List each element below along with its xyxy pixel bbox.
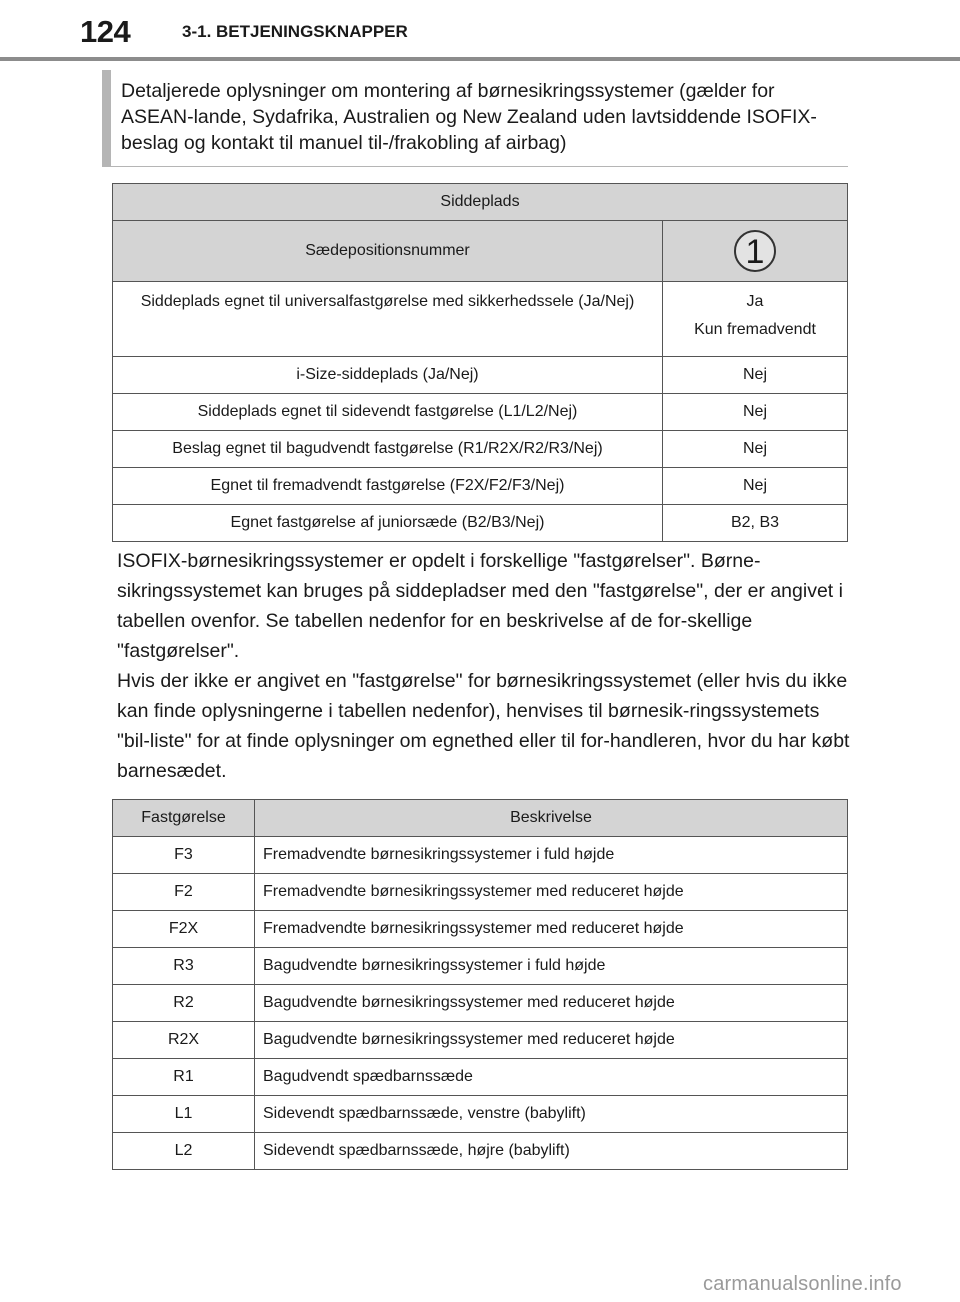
table-row: [113, 1133, 848, 1170]
table-row: [113, 1096, 848, 1133]
seat-table-title: Siddeplads: [113, 184, 848, 221]
fixture-description: Fremadvendte børnesikringssystemer med reduceret højde: [255, 911, 848, 948]
section-title: 3-1. BETJENINGSKNAPPER: [182, 22, 408, 41]
column-header-fixture: Fastgørelse: [113, 800, 255, 837]
row-value-note: Kun fremadvendt: [694, 321, 816, 338]
fixture-code: R2: [113, 985, 255, 1022]
seat-number-circle: 1: [734, 230, 776, 272]
table-row: [113, 394, 848, 431]
page-number: 124: [80, 14, 131, 49]
fixture-description: Fremadvendte børnesikringssystemer i fuld højde: [255, 837, 848, 874]
page-header: [0, 0, 960, 62]
row-value: Nej: [663, 394, 848, 431]
fixture-description: Bagudvendte børnesikringssystemer med reduceret højde: [255, 1022, 848, 1059]
table-row: [113, 1059, 848, 1096]
fixture-description: Bagudvendt spædbarnssæde: [255, 1059, 848, 1096]
fixture-description: Fremadvendte børnesikringssystemer med reduceret højde: [255, 874, 848, 911]
fixture-code: R2X: [113, 1022, 255, 1059]
table-row: [113, 874, 848, 911]
row-value: Nej: [663, 468, 848, 505]
header-divider: [0, 57, 960, 61]
row-value: Nej: [663, 357, 848, 394]
row-value: B2, B3: [663, 505, 848, 542]
row-value: Nej: [663, 431, 848, 468]
table-row: [113, 837, 848, 874]
seat-position-label: Sædepositionsnummer: [113, 221, 663, 282]
row-label: Siddeplads egnet til sidevendt fastgørelse (L1/L2/Nej): [113, 394, 663, 431]
column-header-description: Beskrivelse: [255, 800, 848, 837]
seat-position-table: [112, 183, 848, 542]
fixture-code: F2X: [113, 911, 255, 948]
table-row: [113, 985, 848, 1022]
info-box: Detaljerede oplysninger om montering af børnesikringssystemer (gælder for ASEAN-lande, Sydafrika, Australien og New Zealand uden lavtsiddende ISOFIX-beslag og kontakt til manuel til-/frakobling af airbag): [102, 70, 848, 167]
table-header-row: [113, 184, 848, 221]
paragraph: Hvis der ikke er angivet en "fastgørelse" for børnesikringssystemet (eller hvis du ikke kan finde oplysningerne i tabellen nedenfor), henvises til børnesik-ringssystemets "bil-liste" for at finde oplysninger om egnethed eller til for-handleren, hvor du har købt barnesædet.: [117, 670, 850, 782]
table-row: [113, 431, 848, 468]
fixture-description: Bagudvendte børnesikringssystemer med reduceret højde: [255, 985, 848, 1022]
fixture-code: R3: [113, 948, 255, 985]
fixture-code: L2: [113, 1133, 255, 1170]
fixture-description: Sidevendt spædbarnssæde, venstre (babylift): [255, 1096, 848, 1133]
fixture-description-table: [112, 799, 848, 1170]
fixture-description: Sidevendt spædbarnssæde, højre (babylift): [255, 1133, 848, 1170]
table-row: [113, 948, 848, 985]
table-row: [113, 282, 848, 357]
seat-position-cell: [663, 221, 848, 282]
table-header-row: [113, 221, 848, 282]
paragraph: ISOFIX-børnesikringssystemer er opdelt i forskellige "fastgørelser". Børne-sikringssystemet kan bruges på siddepladser med den "fastgørelse", der er angivet i tabellen ovenfor. Se tabellen nedenfor for en beskrivelse af de for-skellige "fastgørelser".: [117, 550, 843, 662]
row-label: Egnet til fremadvendt fastgørelse (F2X/F2/F3/Nej): [113, 468, 663, 505]
table-row: [113, 1022, 848, 1059]
row-label: Beslag egnet til bagudvendt fastgørelse (R1/R2X/R2/R3/Nej): [113, 431, 663, 468]
fixture-code: F2: [113, 874, 255, 911]
table-row: [113, 357, 848, 394]
fixture-code: L1: [113, 1096, 255, 1133]
fixture-description: Bagudvendte børnesikringssystemer i fuld højde: [255, 948, 848, 985]
row-label: i-Size-siddeplads (Ja/Nej): [113, 357, 663, 394]
row-value: Ja: [746, 293, 764, 310]
table-row: [113, 505, 848, 542]
body-text: [117, 546, 852, 786]
table-row: [113, 468, 848, 505]
fixture-code: R1: [113, 1059, 255, 1096]
row-label: Siddeplads egnet til universalfastgørelse med sikkerhedssele (Ja/Nej): [113, 282, 663, 357]
watermark: carmanualsonline.info: [703, 1273, 902, 1295]
fixture-code: F3: [113, 837, 255, 874]
row-value-cell: [663, 282, 848, 357]
table-row: [113, 911, 848, 948]
table-header-row: [113, 800, 848, 837]
row-label: Egnet fastgørelse af juniorsæde (B2/B3/Nej): [113, 505, 663, 542]
